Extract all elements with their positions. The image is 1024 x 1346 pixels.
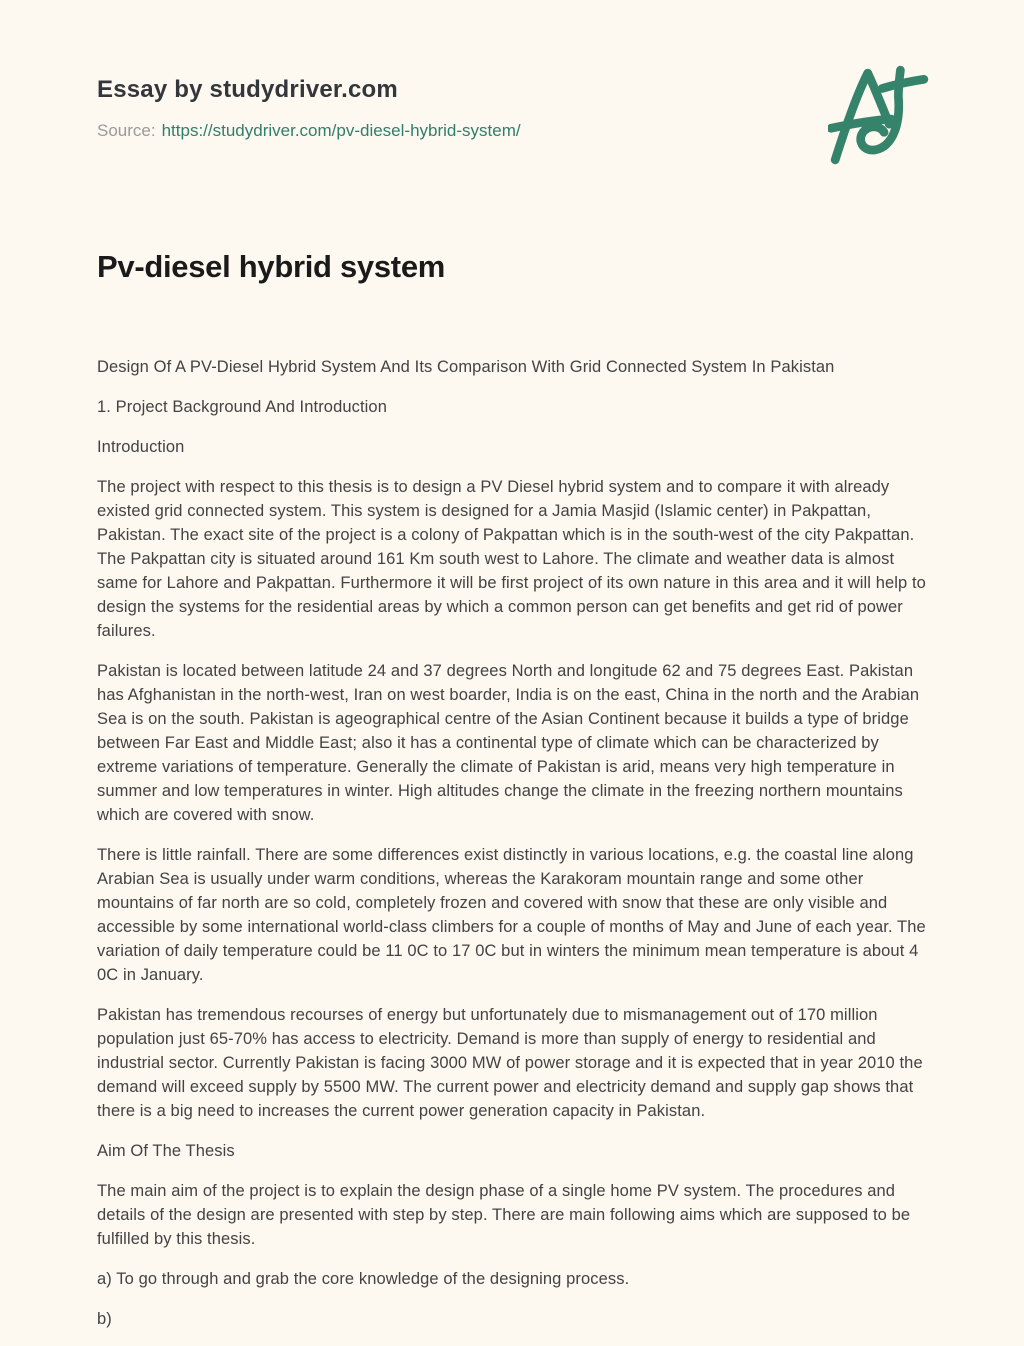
source-line [97, 120, 930, 142]
header-title: Essay by studydriver.com [97, 76, 398, 103]
paragraph: 1. Project Background And Introduction [97, 397, 387, 416]
paragraph: Pakistan is located between latitude 24 and 37 degrees North and longitude 62 and 75 degrees East. Pakistan has Afghanistan in the north-west, Iran on west boarder, India is on the east, China in the north and the Arabian Sea is on the south. Pakistan is ageographical centre of the Asian Continent because it builds a type of bridge between Far East and Middle East; also it has a continental type of climate which can be characterized by extreme variations of temperature. Generally the climate of Pakistan is arid, means very high temperature in summer and low temperatures in winter. High altitudes change the climate in the freezing northern mountains which are covered with snow. [97, 661, 920, 824]
source-link[interactable]: https://studydriver.com/pv-diesel-hybrid-system/ [161, 120, 521, 140]
studydriver-logo [828, 62, 930, 168]
paragraph: Design Of A PV-Diesel Hybrid System And Its Comparison With Grid Connected System In Pakistan [97, 357, 835, 376]
paragraph: The main aim of the project is to explain the design phase of a single home PV system. The procedures and details of the design are presented with step by step. There are main following aims which are supposed to be fulfilled by this thesis. [97, 1181, 911, 1248]
paragraph: Aim Of The Thesis [97, 1141, 235, 1160]
essay-body [97, 355, 933, 1331]
paragraph: There is little rainfall. There are some differences exist distinctly in various locations, e.g. the coastal line along Arabian Sea is usually under warm conditions, whereas the Karakoram mountain range and some other mountains of far north are so cold, completely frozen and covered with snow that these are only visible and accessible by some international world-class climbers for a couple of months of May and June of each year. The variation of daily temperature could be 11 0C to 17 0C but in winters the minimum mean temperature is about 4 0C in January. [97, 845, 926, 984]
paragraph: a) To go through and grab the core knowledge of the designing process. [97, 1269, 630, 1288]
paragraph: Introduction [97, 437, 185, 456]
paragraph: b) [97, 1309, 112, 1328]
source-label: Source: [97, 120, 156, 140]
paragraph: The project with respect to this thesis is to design a PV Diesel hybrid system and to compare it with already existed grid connected system. This system is designed for a Jamia Masjid (Islamic center) in Pakpattan, Pakistan. The exact site of the project is a colony of Pakpattan which is in the south-west of the city Pakpattan. The Pakpattan city is situated around 161 Km south west to Lahore. The climate and weather data is almost same for Lahore and Pakpattan. Furthermore it will be first project of its own nature in this area and it will help to design the systems for the residential areas by which a common person can get benefits and get rid of power failures. [97, 477, 926, 640]
a-plus-icon [828, 62, 930, 168]
essay-title: Pv-diesel hybrid system [97, 248, 446, 284]
paragraph: Pakistan has tremendous recourses of energy but unfortunately due to mismanagement out of 170 million population just 65-70% has access to electricity. Demand is more than supply of energy to residential and industrial sector. Currently Pakistan is facing 3000 MW of power storage and it is expected that in year 2010 the demand will exceed supply by 5500 MW. The current power and electricity demand and supply gap shows that there is a big need to increases the current power generation capacity in Pakistan. [97, 1005, 923, 1120]
